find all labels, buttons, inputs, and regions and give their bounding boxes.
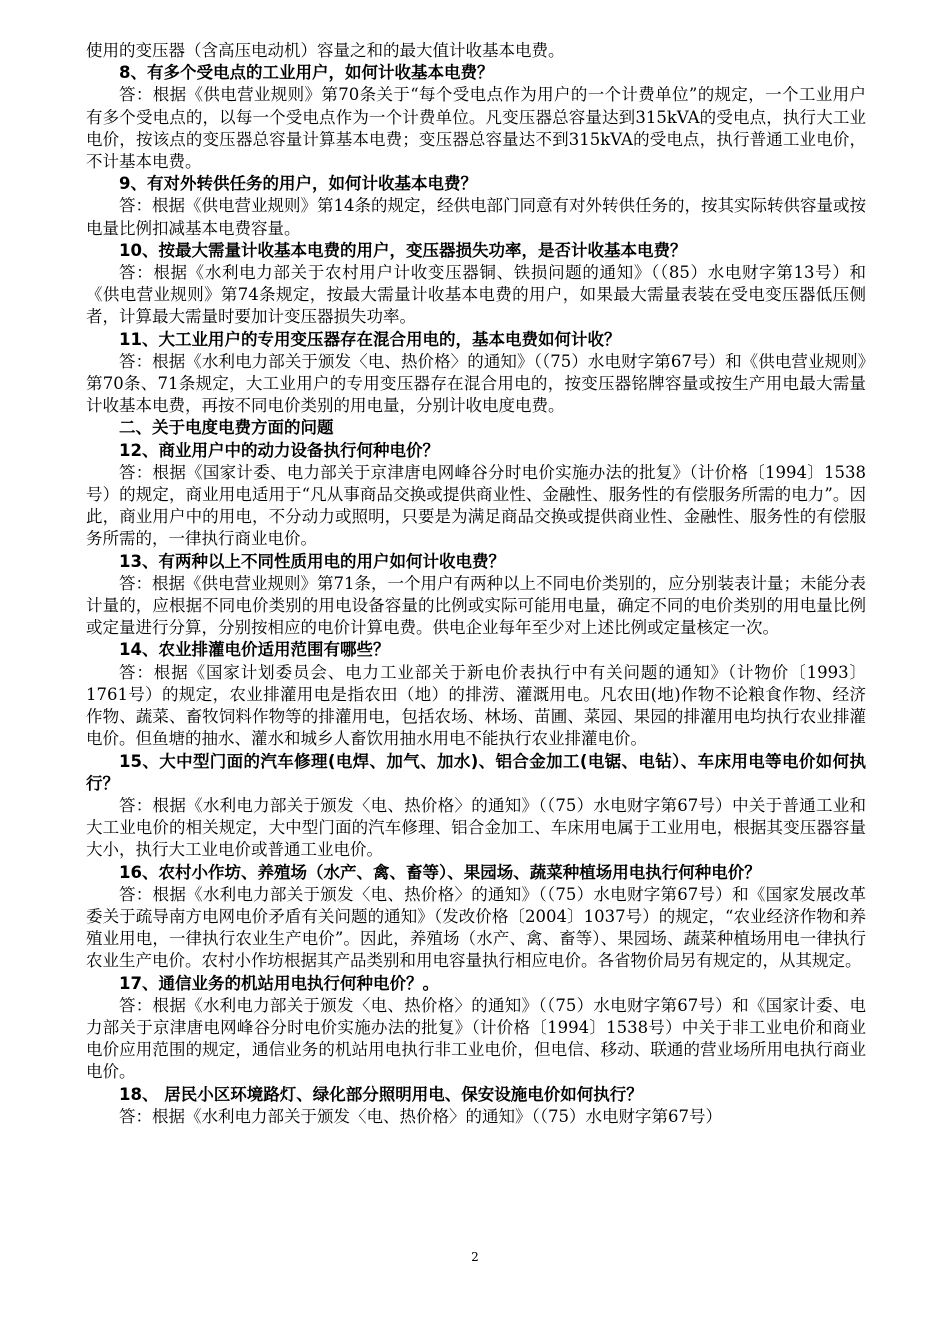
answer-18: 答：根据《水利电力部关于颁发〈电、热价格〉的通知》（（75）水电财字第67号） bbox=[119, 1106, 722, 1126]
answer-10: 答：根据《水利电力部关于农村用户计收变压器铜、铁损问题的通知》（（85）水电财字第13号）和《供电营业规则》第74条规定，按最大需量计收基本电费的用户，如果最大需量表装在受电变压器低压侧者，计算最大需量时要加计变压器损失功率。 bbox=[86, 263, 866, 327]
answer-16: 答：根据《水利电力部关于颁发〈电、热价格〉的通知》（（75）水电财字第67号）和《国家发展改革委关于疏导南方电网电价矛盾有关问题的通知》（发改价格〔2004〕1037号）的规定，“农业经济作物和养殖业用电，一律执行农业生产电价”。因此，养殖场（水产、禽、畜等）、果园场、蔬菜种植场用电一律执行农业生产电价。农村小作坊根据其产品类别和用电容量执行相应电价。各省物价局另有规定的，从其规定。 bbox=[86, 884, 866, 971]
answer-14: 答：根据《国家计划委员会、电力工业部关于新电价表执行中有关问题的通知》（计物价〔1993〕1761号）的规定，农业排灌用电是指农田（地）的排涝、灌溉用电。凡农田(地)作物不论粮食作物、经济作物、蔬菜、畜牧饲料作物等的排灌用电，包括农场、林场、苗圃、菜园、果园的排灌用电均执行农业排灌电价。但鱼塘的抽水、灌水和城乡人畜饮用抽水用电不能执行农业排灌电价。 bbox=[86, 662, 866, 749]
question-11: 11、大工业用户的专用变压器存在混合用电的，基本电费如何计收？ bbox=[119, 329, 621, 349]
answer-17: 答：根据《水利电力部关于颁发〈电、热价格〉的通知》（（75）水电财字第67号）和《国家计委、电力部关于京津唐电网峰谷分时电价实施办法的批复》（计价格〔1994〕1538号）中关于非工业电价和商业电价应用范围的规定，通信业务的机站用电执行非工业电价，但电信、移动、联通的营业场所用电执行商业电价。 bbox=[86, 995, 866, 1082]
document-body bbox=[86, 40, 866, 1128]
page-number: 2 bbox=[471, 1250, 479, 1264]
question-8: 8、有多个受电点的工业用户，如何计收基本电费？ bbox=[119, 63, 494, 83]
question-15: 15、大中型门面的汽车修理(电焊、加气、加水)、铝合金加工(电锯、电钻）、车床用电等电价如何执行？ bbox=[86, 751, 866, 793]
section-heading: 二、关于电度电费方面的问题 bbox=[119, 418, 334, 438]
question-10: 10、按最大需量计收基本电费的用户，变压器损失功率，是否计收基本电费？ bbox=[119, 240, 687, 260]
answer-9: 答：根据《供电营业规则》第14条的规定，经供电部门同意有对外转供任务的，按其实际转供容量或按电量比例扣减基本电费容量。 bbox=[86, 196, 866, 238]
question-13: 13、有两种以上不同性质用电的用户如何计收电费？ bbox=[119, 551, 505, 571]
question-14: 14、农业排灌电价适用范围有哪些？ bbox=[119, 640, 390, 660]
answer-8: 答：根据《供电营业规则》第70条关于“每个受电点作为用户的一个计费单位”的规定，一个工业用户有多个受电点的，以每一个受电点作为一个计费单位。凡变压器总容量达到315kVA的受电点，执行大工业电价，按该点的变压器总容量计算基本电费；变压器总容量达不到315kVA的受电点，执行普通工业电价，不计基本电费。 bbox=[86, 85, 866, 172]
question-12: 12、商业用户中的动力设备执行何种电价？ bbox=[119, 440, 439, 460]
question-16: 16、农村小作坊、养殖场（水产、禽、畜等）、果园场、蔬菜种植场用电执行何种电价？ bbox=[119, 862, 761, 882]
answer-12: 答：根据《国家计委、电力部关于京津唐电网峰谷分时电价实施办法的批复》（计价格〔1994〕1538号）的规定，商业用电适用于“凡从事商品交换或提供商业性、金融性、服务性的有偿服务所需的电力”。因此，商业用户中的用电，不分动力或照明，只要是为满足商品交换或提供商业性、金融性、服务性的有偿服务所需的，一律执行商业电价。 bbox=[86, 462, 866, 549]
question-17: 17、通信业务的机站用电执行何种电价？。 bbox=[119, 973, 439, 993]
answer-15: 答：根据《水利电力部关于颁发〈电、热价格〉的通知》（（75）水电财字第67号）中关于普通工业和大工业电价的相关规定，大中型门面的汽车修理、铝合金加工、车床用电属于工业用电，根据其变压器容量大小，执行大工业电价或普通工业电价。 bbox=[86, 795, 866, 860]
answer-13: 答：根据《供电营业规则》第71条，一个用户有两种以上不同电价类别的，应分别装表计量；未能分表计量的，应根据不同电价类别的用电设备容量的比例或实际可能用电量，确定不同的电价类别的用电量比例或定量进行分算，分别按相应的电价计算电费。供电企业每年至少对上述比例或定量核定一次。 bbox=[86, 573, 866, 638]
question-18: 18、 居民小区环境路灯、绿化部分照明用电、保安设施电价如何执行？ bbox=[119, 1084, 643, 1104]
intro-paragraph: 使用的变压器（含高压电动机）容量之和的最大值计收基本电费。 bbox=[86, 41, 565, 60]
answer-11: 答：根据《水利电力部关于颁发〈电、热价格〉的通知》（（75）水电财字第67号）和《供电营业规则》第70条、71条规定，大工业用户的专用变压器存在混合用电的，按变压器铭牌容量或按生产用电最大需量计收基本电费，再按不同电价类别的用电量，分别计收电度电费。 bbox=[86, 351, 866, 416]
question-9: 9、有对外转供任务的用户，如何计收基本电费？ bbox=[119, 174, 477, 194]
